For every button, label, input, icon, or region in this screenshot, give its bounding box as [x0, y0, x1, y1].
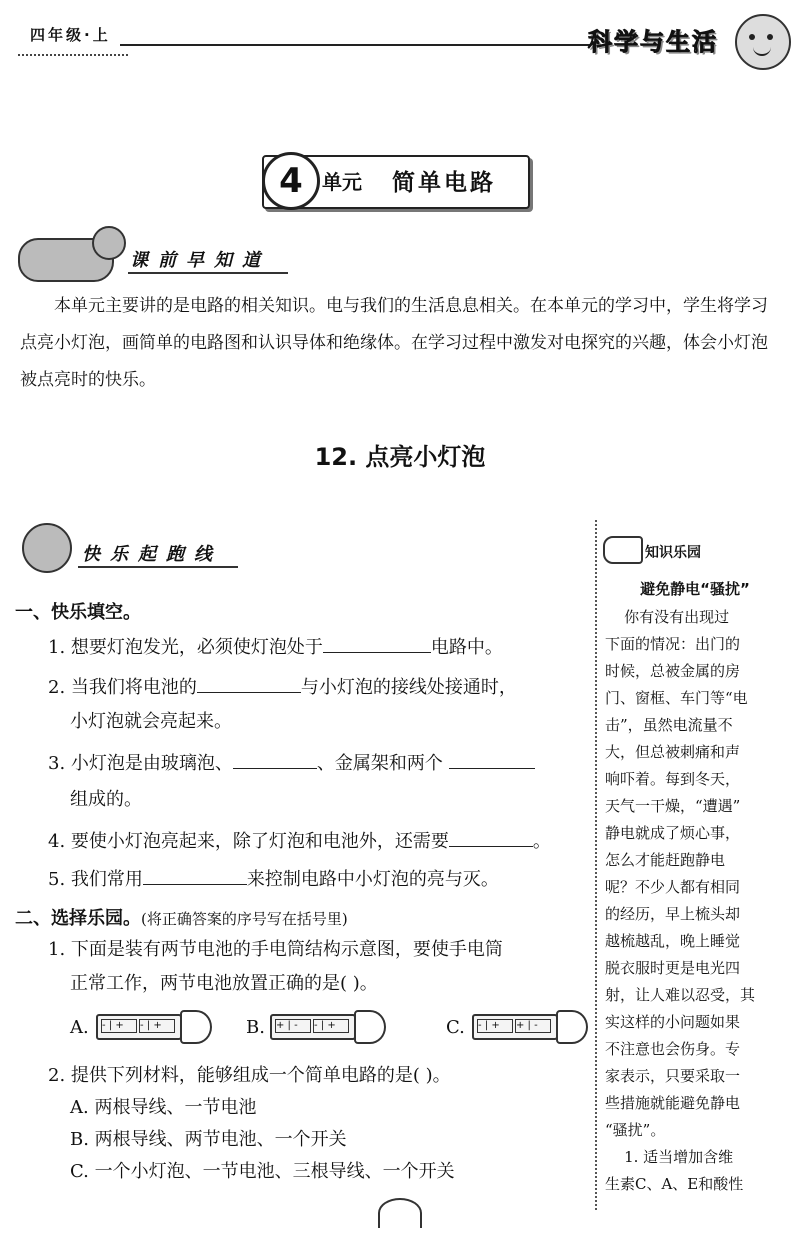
answer-blank[interactable] — [449, 828, 533, 847]
sidebar-line: 的经历，早上梳头却 — [605, 905, 741, 923]
sidebar-line: 静电就成了烦心事， — [605, 824, 741, 842]
sidebar-line: 时候，总被金属的房 — [605, 662, 741, 680]
part1-heading: 一、快乐填空。 — [15, 602, 141, 623]
part2-heading-row — [15, 904, 348, 930]
answer-blank[interactable] — [449, 750, 535, 769]
sidebar-text — [605, 604, 787, 1198]
sidebar-title: 避免静电“骚扰” — [640, 580, 750, 598]
battery-cell-2: - | + — [139, 1019, 175, 1033]
sidebar-line: 击”，虽然电流量不 — [605, 716, 733, 734]
pointing-hand-icon — [603, 536, 643, 564]
sidebar-line: 大，但总被刺痛和声 — [605, 743, 741, 761]
flashlight-a-body — [96, 1014, 182, 1040]
series-title: 科学与生活 — [588, 28, 718, 56]
question-1-4 — [48, 828, 551, 854]
question-1-3 — [48, 750, 535, 776]
question-1-5 — [48, 866, 499, 892]
sidebar-line: 下面的情况：出门的 — [605, 635, 741, 653]
q1-2-text: 2. 当我们将电池的 — [48, 677, 197, 698]
sidebar-line: 脱衣服时更是电光四 — [605, 959, 741, 977]
q1-5-text: 5. 我们常用 — [48, 869, 143, 890]
q1-1-text-end: 电路中。 — [430, 637, 503, 658]
q1-3-text: 3. 小灯泡是由玻璃泡、 — [48, 753, 233, 774]
q1-4-text-end: 。 — [532, 831, 551, 852]
sidebar-heading: 知识乐园 — [645, 545, 701, 561]
preview-paragraph — [20, 288, 782, 399]
star-mascot-icon — [735, 14, 791, 70]
q2-1-continuation: 正常工作，两节电池放置正确的是( )。 — [70, 973, 378, 994]
answer-blank[interactable] — [233, 750, 317, 769]
section-underline — [78, 566, 238, 568]
question-1-2 — [48, 674, 517, 700]
unit-word: 单元 — [322, 170, 362, 194]
flashlight-b-head-icon — [354, 1010, 386, 1044]
sidebar-line: 生素C、A、E和酸性 — [605, 1175, 744, 1193]
sidebar-line: 怎么才能赶跑静电 — [605, 851, 726, 869]
q1-2-text-end: 与小灯泡的接线处接通时， — [300, 677, 517, 698]
question-2-2: 2. 提供下列材料，能够组成一个简单电路的是( )。 — [48, 1065, 451, 1086]
option-a-label: A. — [70, 1017, 89, 1038]
header-rule — [120, 44, 590, 46]
mouse-icon — [22, 523, 72, 573]
sidebar-line: 呢？不少人都有相同 — [605, 878, 741, 896]
sidebar-line: 门、窗框、车门等“电 — [605, 689, 748, 707]
flashlight-b-body — [270, 1014, 356, 1040]
battery-cell-1: + | - — [275, 1019, 311, 1033]
preview-text: 本单元主要讲的是电路的相关知识。电与我们的生活息息相关。在本单元的学习中，学生将学习点亮小灯泡，画简单的电路图和认识导体和绝缘体。在学习过程中激发对电探究的兴趣，体会小灯泡被点亮时的快乐。 — [20, 296, 768, 390]
battery-cell-2: - | + — [313, 1019, 349, 1033]
lesson-title: 12. 点亮小灯泡 — [314, 443, 486, 471]
part2-heading: 二、选择乐园。 — [15, 908, 141, 929]
sidebar-line: 些措施就能避免静电 — [605, 1094, 741, 1112]
section-title: 快乐起跑线 — [82, 544, 222, 565]
answer-blank[interactable] — [197, 674, 301, 693]
q1-4-text: 4. 要使小灯泡亮起来，除了灯泡和电池外，还需要 — [48, 831, 449, 852]
q2-2-option-c: C. 一个小灯泡、一节电池、三根导线、一个开关 — [70, 1161, 455, 1182]
q1-2-continuation: 小灯泡就会亮起来。 — [70, 711, 232, 732]
flashlight-c-head-icon — [556, 1010, 588, 1044]
option-b-label: B. — [246, 1017, 265, 1038]
q2-2-option-a: A. 两根导线、一节电池 — [70, 1097, 257, 1118]
q1-3-text-mid: 、金属架和两个 — [316, 753, 443, 774]
sidebar-line: 越梳越乱，晚上睡觉 — [605, 932, 741, 950]
flashlight-a-head-icon — [180, 1010, 212, 1044]
grade-label: 四年级·上 — [30, 26, 111, 44]
q2-2-option-b: B. 两根导线、两节电池、一个开关 — [70, 1129, 347, 1150]
sidebar-line: 实这样的小问题如果 — [605, 1013, 741, 1031]
q1-5-text-end: 来控制电路中小灯泡的亮与灭。 — [246, 869, 499, 890]
sidebar-line: 射，让人难以忍受，其 — [605, 986, 756, 1004]
q1-1-text: 1. 想要灯泡发光，必须使灯泡处于 — [48, 637, 323, 658]
column-divider — [595, 520, 597, 1210]
battery-cell-1: - | + — [477, 1019, 513, 1033]
question-1-1 — [48, 634, 503, 660]
sidebar-line: “骚扰”。 — [605, 1121, 666, 1139]
header-dotted-rule — [18, 54, 128, 56]
part2-note: (将正确答案的序号写在括号里) — [141, 910, 348, 928]
battery-cell-2: + | - — [515, 1019, 551, 1033]
unit-number: 4 — [262, 152, 320, 210]
battery-cell-1: - | + — [101, 1019, 137, 1033]
preview-title: 课前早知道 — [130, 250, 270, 271]
page-number-tab — [378, 1198, 422, 1228]
question-2-1: 1. 下面是装有两节电池的手电筒结构示意图，要使手电筒 — [48, 939, 503, 960]
caterpillar-head-icon — [92, 226, 126, 260]
sidebar-line: 天气一干燥，“遭遇” — [605, 797, 741, 815]
sidebar-line: 1. 适当增加含维 — [605, 1148, 734, 1166]
answer-blank[interactable] — [143, 866, 247, 885]
sidebar-line: 不注意也会伤身。专 — [605, 1040, 741, 1058]
sidebar-line: 你有没有出现过 — [605, 608, 730, 626]
preview-underline — [128, 272, 288, 274]
answer-blank[interactable] — [323, 634, 431, 653]
flashlight-c-body — [472, 1014, 558, 1040]
sidebar-line: 家表示，只要采取一 — [605, 1067, 741, 1085]
unit-title: 简单电路 — [392, 170, 496, 196]
sidebar-line: 响吓着。每到冬天， — [605, 770, 741, 788]
option-c-label: C. — [446, 1017, 465, 1038]
q1-3-continuation: 组成的。 — [70, 789, 142, 810]
